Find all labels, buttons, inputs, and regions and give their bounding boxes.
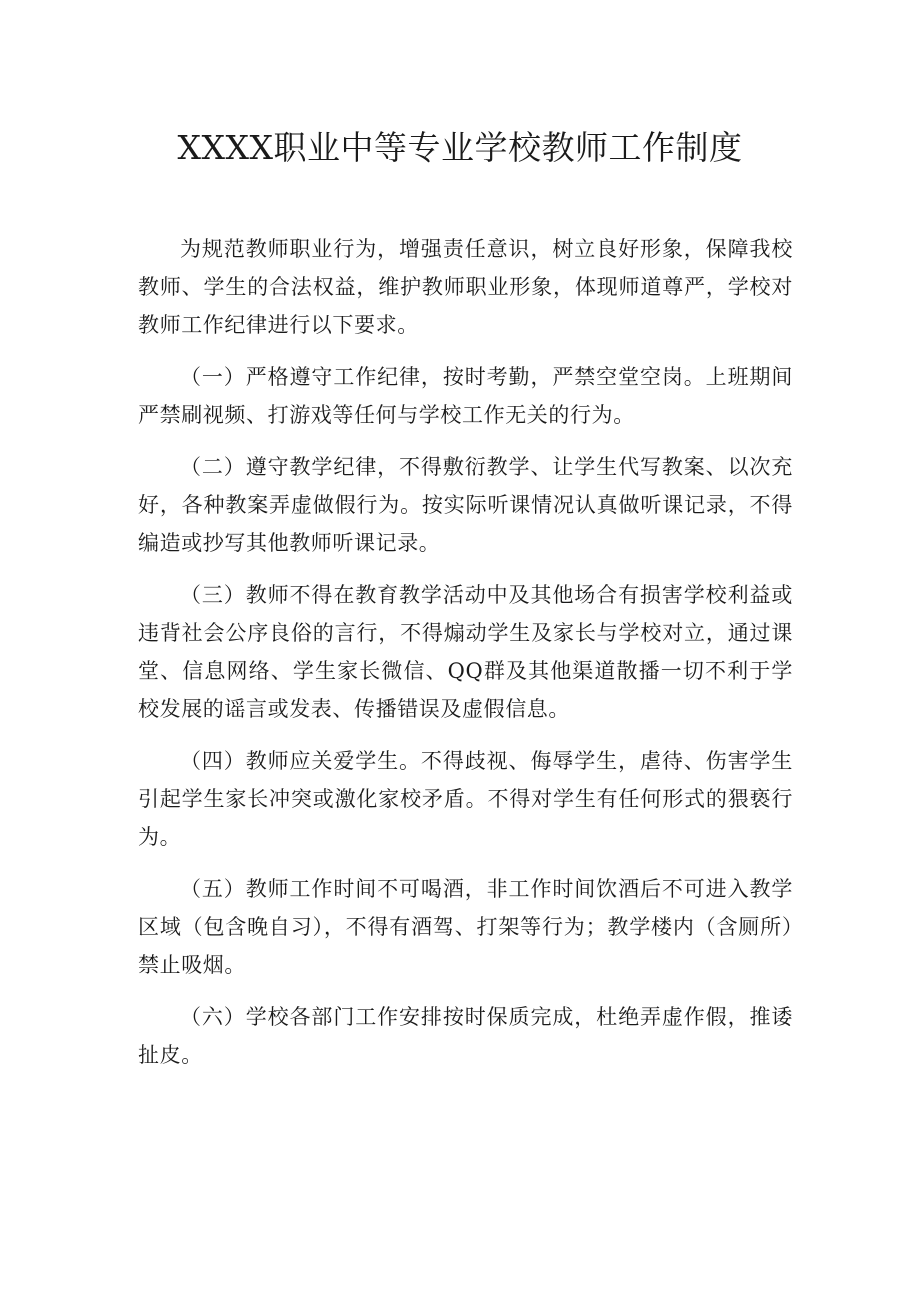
- document-body: [138, 230, 793, 1088]
- rule-paragraph-3: （三）教师不得在教育教学活动中及其他场合有损害学校利益或违背社会公序良俗的言行，不得煽动学生及家长与学校对立，通过课堂、信息网络、学生家长微信、QQ群及其他渠道散播一切不利于学校发展的谣言或发表、传播错误及虚假信息。: [138, 583, 793, 721]
- rule-paragraph-2: （二）遵守教学纪律，不得敷衍教学、让学生代写教案、以次充好，各种教案弄虚做假行为。按实际听课情况认真做听课记录，不得编造或抄写其他教师听课记录。: [138, 455, 793, 555]
- rule-paragraph-6: （六）学校各部门工作安排按时保质完成，杜绝弄虚作假，推诿扯皮。: [138, 1005, 793, 1067]
- intro-paragraph: 为规范教师职业行为，增强责任意识，树立良好形象，保障我校教师、学生的合法权益，维护教师职业形象，体现师道尊严，学校对教师工作纪律进行以下要求。: [138, 237, 793, 337]
- document-title: XXXX职业中等专业学校教师工作制度: [177, 128, 743, 167]
- rule-paragraph-1: （一）严格遵守工作纪律，按时考勤，严禁空堂空岗。上班期间严禁刷视频、打游戏等任何与学校工作无关的行为。: [138, 365, 793, 427]
- rule-paragraph-5: （五）教师工作时间不可喝酒，非工作时间饮酒后不可进入教学区域（包含晚自习），不得有酒驾、打架等行为；教学楼内（含厕所）禁止吸烟。: [138, 877, 793, 977]
- rule-paragraph-4: （四）教师应关爱学生。不得歧视、侮辱学生，虐待、伤害学生引起学生家长冲突或激化家校矛盾。不得对学生有任何形式的猥亵行为。: [138, 749, 793, 849]
